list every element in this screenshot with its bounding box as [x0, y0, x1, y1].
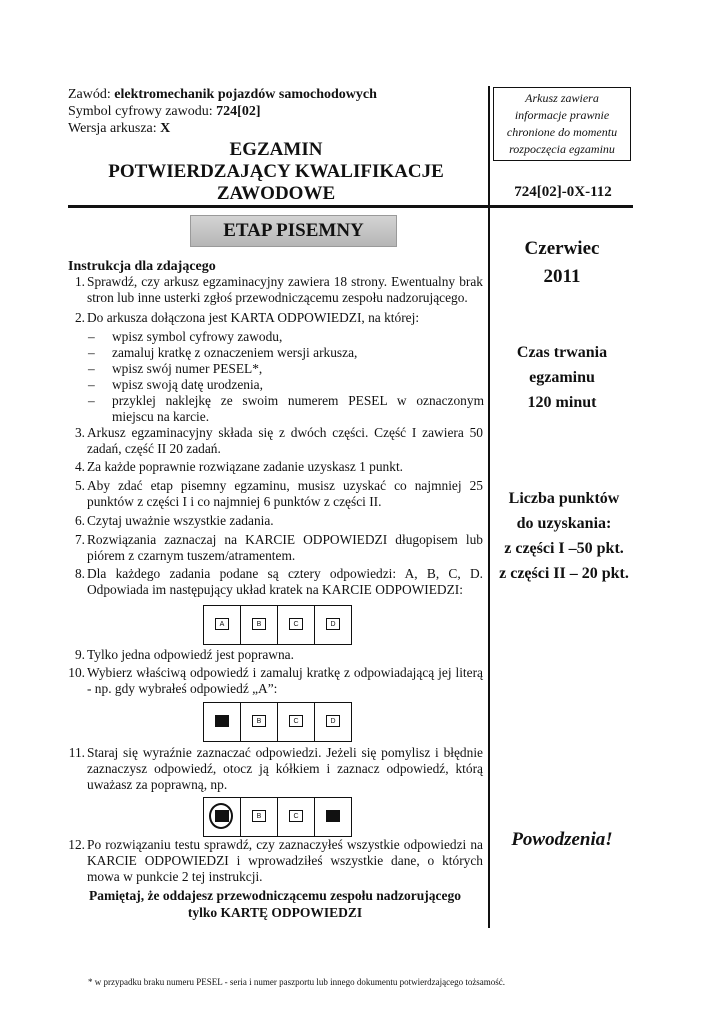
answer-cell — [277, 798, 314, 836]
reminder-line-1: Pamiętaj, że oddajesz przewodniczącemu zespołu nadzorującego — [89, 888, 461, 903]
version-value: X — [160, 121, 171, 136]
answer-cell — [240, 703, 277, 741]
duration-line-3: 120 minut — [527, 394, 597, 411]
instructions-heading: Instrukcja dla zdającego — [68, 259, 216, 274]
dash: – — [88, 361, 95, 376]
title-line-2: POTWIERDZAJĄCY KWALIFIKACJE — [108, 161, 444, 182]
instruction-item-6 — [67, 513, 483, 529]
instruction-item-4 — [67, 459, 483, 475]
item-text: Aby zdać etap pisemny egzaminu, musisz uzyskać co najmniej 25 punktów z części I i co najmniej 6 punktów z części II. — [87, 478, 483, 509]
item-text: Dla każdego zadania podane są cztery odpowiedzi: A, B, C, D. Odpowiada im następujący układ kratek na KARCIE ODPOWIEDZI: — [87, 566, 483, 597]
instruction-item-7 — [67, 532, 483, 564]
sub-item — [88, 377, 484, 393]
profession-label: Zawód: — [68, 87, 115, 102]
dash: – — [88, 329, 95, 344]
notice-line-4: rozpoczęcia egzaminu — [509, 142, 615, 156]
duration-line-1: Czas trwania — [516, 344, 608, 361]
answer-box-d: D — [326, 618, 340, 630]
item-text: Arkusz egzaminacyjny składa się z dwóch części. Część I zawiera 50 zadań, część II 20 zadań. — [87, 425, 483, 456]
instruction-item-3 — [67, 425, 483, 457]
item-number: 2. — [74, 310, 85, 325]
item-number: 4. — [74, 459, 85, 474]
dash: – — [88, 377, 95, 392]
stage-banner: ETAP PISEMNY — [190, 215, 397, 247]
title-line-1: EGZAMIN — [229, 139, 323, 160]
symbol-line — [68, 104, 260, 120]
header-divider — [68, 205, 633, 208]
answer-box-d-filled — [326, 810, 340, 822]
footnote: * w przypadku braku numeru PESEL - seria i numer paszportu lub innego dokumentu potwierdzającego tożsamość. — [88, 977, 506, 987]
answer-cell — [314, 606, 351, 644]
legal-notice-box — [493, 87, 631, 161]
answer-cell — [204, 798, 240, 836]
item-text: Sprawdź, czy arkusz egzaminacyjny zawiera 18 strony. Ewentualny brak stron lub inne usterki zgłoś przewodniczącemu zespołu nadzorującego. — [87, 274, 483, 305]
sub-item — [88, 345, 484, 361]
sub-item — [88, 329, 484, 345]
item-text: Wybierz właściwą odpowiedź i zamaluj kratkę z odpowiadającą jej literą - np. gdy wybrałeś odpowiedź „A”: — [87, 665, 483, 696]
version-line — [68, 121, 170, 137]
answer-cell — [314, 798, 351, 836]
exam-year: 2011 — [543, 266, 581, 287]
points-line-1: Liczba punktów — [508, 490, 620, 507]
points-info — [484, 486, 644, 586]
answer-cell — [240, 798, 277, 836]
exam-code: 724[02]-0X-112 — [514, 184, 612, 200]
item-number: 5. — [74, 478, 85, 493]
item-text: Za każde poprawnie rozwiązane zadanie uzyskasz 1 punkt. — [87, 459, 404, 474]
item-text: Po rozwiązaniu testu sprawdź, czy zaznaczyłeś wszystkie odpowiedzi na KARCIE ODPOWIEDZI i wprowadziłeś wszystkie dane, o których mowa w punkcie 2 tej instrukcji. — [87, 837, 483, 884]
reminder-note — [67, 887, 483, 921]
item-text: Czytaj uważnie wszystkie zadania. — [87, 513, 274, 528]
good-luck: Powodzenia! — [511, 829, 613, 850]
answer-cell — [204, 606, 240, 644]
answer-box-b: B — [252, 810, 266, 822]
sub-item-text: wpisz swój numer PESEL*, — [112, 361, 263, 376]
answer-box-b: B — [252, 618, 266, 630]
answer-boxes-filled-example — [203, 702, 352, 742]
answer-box-a: A — [215, 618, 229, 630]
profession-line — [68, 87, 377, 103]
sub-item-text: przyklej naklejkę ze swoim numerem PESEL w oznaczonym miejscu na karcie. — [112, 393, 484, 424]
instruction-item-1 — [67, 274, 483, 306]
item-text: Do arkusza dołączona jest KARTA ODPOWIEDZI, na której: — [87, 310, 420, 325]
reminder-line-2: tylko KARTĘ ODPOWIEDZI — [187, 905, 363, 920]
item-number: 11. — [68, 745, 85, 760]
sub-item — [88, 393, 484, 425]
instruction-item-9 — [67, 647, 483, 663]
answer-cell — [204, 703, 240, 741]
item-number: 8. — [74, 566, 85, 581]
instruction-item-12 — [67, 837, 483, 885]
exam-duration — [492, 340, 632, 415]
exam-title — [68, 139, 484, 205]
title-line-3: ZAWODOWE — [216, 183, 336, 204]
answer-box-c: C — [289, 618, 303, 630]
sub-item-text: wpisz swoją datę urodzenia, — [112, 377, 263, 392]
answer-box-c: C — [289, 715, 303, 727]
answer-box-c: C — [289, 810, 303, 822]
instruction-item-2 — [67, 310, 483, 326]
item-text: Rozwiązania zaznaczaj na KARCIE ODPOWIEDZI długopisem lub piórem z czarnym tuszem/atramentem. — [87, 532, 483, 563]
dash: – — [88, 345, 95, 360]
points-line-3: z części I –50 pkt. — [504, 540, 624, 557]
item-number: 6. — [74, 513, 85, 528]
answer-box-d: D — [326, 715, 340, 727]
instruction-item-5 — [67, 478, 483, 510]
duration-line-2: egzaminu — [529, 369, 595, 386]
answer-boxes-example — [203, 605, 352, 645]
sub-item — [88, 361, 484, 377]
item-number: 10. — [68, 665, 85, 680]
notice-line-1: Arkusz zawiera — [525, 91, 599, 105]
item-number: 7. — [74, 532, 85, 547]
exam-date — [492, 235, 632, 291]
dash: – — [88, 393, 95, 408]
answer-box-b: B — [252, 715, 266, 727]
instruction-item-8 — [67, 566, 483, 598]
notice-line-2: informacje prawnie — [514, 108, 610, 122]
item-text: Staraj się wyraźnie zaznaczać odpowiedzi. Jeżeli się pomylisz i błędnie zaznaczysz odpowiedź, otocz ją kółkiem i zaznacz odpowiedź, którą uważasz za poprawną, np. — [87, 745, 483, 792]
exam-month: Czerwiec — [524, 238, 600, 259]
answer-box-a-filled — [215, 715, 229, 727]
answer-cell — [240, 606, 277, 644]
symbol-value: 724[02] — [216, 104, 261, 119]
item-number: 12. — [68, 837, 85, 852]
version-label: Wersja arkusza: — [68, 121, 161, 136]
instruction-item-10 — [67, 665, 483, 697]
item-number: 9. — [74, 647, 85, 662]
sub-item-text: zamaluj kratkę z oznaczeniem wersji arkusza, — [112, 345, 358, 360]
symbol-label: Symbol cyfrowy zawodu: — [68, 104, 217, 119]
item-number: 1. — [74, 274, 85, 289]
answer-cell — [277, 606, 314, 644]
profession-value: elektromechanik pojazdów samochodowych — [114, 87, 377, 102]
answer-cell — [314, 703, 351, 741]
answer-box-a-circled — [215, 810, 229, 822]
answer-cell — [277, 703, 314, 741]
notice-line-3: chronione do momentu — [506, 125, 618, 139]
sub-item-text: wpisz symbol cyfrowy zawodu, — [112, 329, 283, 344]
answer-boxes-corrected-example — [203, 797, 352, 837]
item-text: Tylko jedna odpowiedź jest poprawna. — [87, 647, 294, 662]
points-line-2: do uzyskania: — [516, 515, 612, 532]
instruction-item-11 — [67, 745, 483, 793]
points-line-4: z części II – 20 pkt. — [499, 565, 629, 582]
item-number: 3. — [74, 425, 85, 440]
